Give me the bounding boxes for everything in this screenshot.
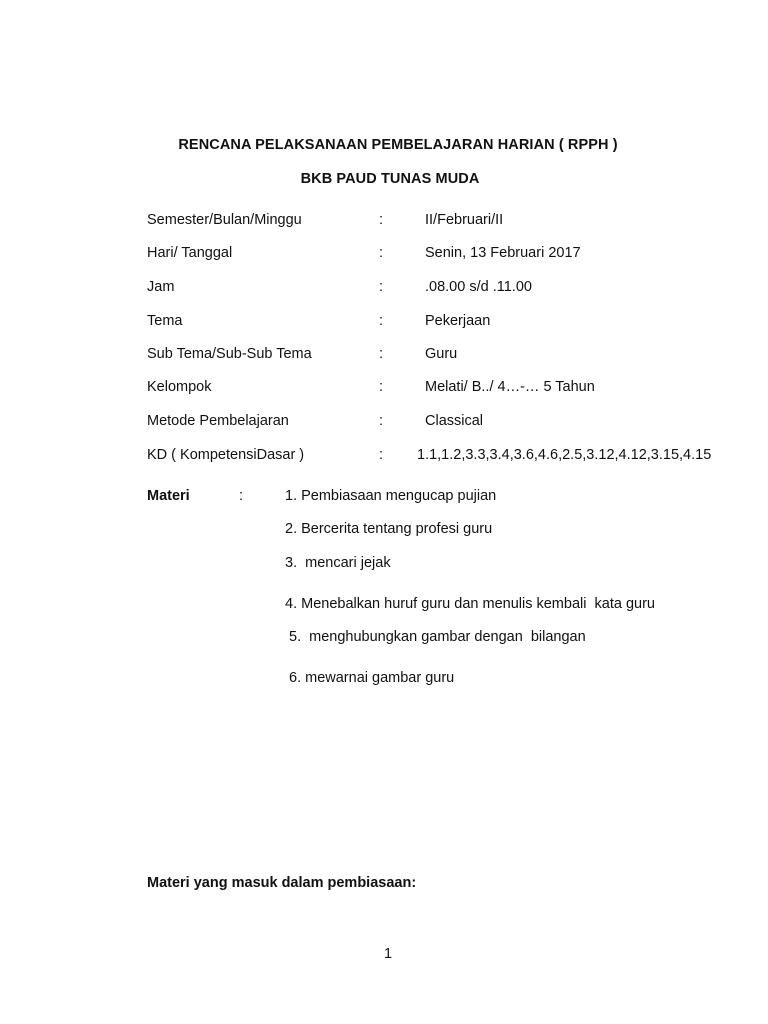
materi-item: 2. Bercerita tentang profesi guru xyxy=(285,521,493,537)
field-colon: : xyxy=(379,212,384,228)
field-label: Jam xyxy=(147,279,175,295)
materi-item: 1. Pembiasaan mengucap pujian xyxy=(285,488,497,504)
field-label: Hari/ Tanggal xyxy=(147,245,233,261)
field-label: Tema xyxy=(147,313,183,329)
field-colon: : xyxy=(379,313,384,329)
field-colon: : xyxy=(379,245,384,261)
field-value: Guru xyxy=(425,346,458,362)
materi-label: Materi xyxy=(147,488,190,504)
field-colon: : xyxy=(379,447,384,463)
materi-item: 6. mewarnai gambar guru xyxy=(289,670,455,686)
materi-colon: : xyxy=(239,488,244,504)
document-title: RENCANA PELAKSANAAN PEMBELAJARAN HARIAN ( RPPH ) xyxy=(178,137,618,153)
field-value: 1.1,1.2,3.3,3.4,3.6,4.6,2.5,3.12,4.12,3.15,4.15 xyxy=(417,447,712,463)
materi-item: 3. mencari jejak xyxy=(285,555,391,571)
field-colon: : xyxy=(379,346,384,362)
field-colon: : xyxy=(379,413,384,429)
field-label: Semester/Bulan/Minggu xyxy=(147,212,302,228)
field-colon: : xyxy=(379,279,384,295)
field-value: II/Februari/II xyxy=(425,212,504,228)
field-label: Metode Pembelajaran xyxy=(147,413,289,429)
field-colon: : xyxy=(379,379,384,395)
field-value: Pekerjaan xyxy=(425,313,491,329)
field-label: Sub Tema/Sub-Sub Tema xyxy=(147,346,312,362)
field-value: Senin, 13 Februari 2017 xyxy=(425,245,581,261)
field-value: Classical xyxy=(425,413,484,429)
materi-item: 4. Menebalkan huruf guru dan menulis kembali kata guru xyxy=(285,596,655,612)
field-value: Melati/ B../ 4…-… 5 Tahun xyxy=(425,379,595,395)
document-subtitle: BKB PAUD TUNAS MUDA xyxy=(300,171,480,187)
page-number: 1 xyxy=(383,946,393,962)
field-value: .08.00 s/d .11.00 xyxy=(425,279,532,295)
pembiasaan-heading: Materi yang masuk dalam pembiasaan: xyxy=(147,875,417,891)
field-label: KD ( KompetensiDasar ) xyxy=(147,447,305,463)
field-label: Kelompok xyxy=(147,379,212,395)
materi-item: 5. menghubungkan gambar dengan bilangan xyxy=(289,629,586,645)
